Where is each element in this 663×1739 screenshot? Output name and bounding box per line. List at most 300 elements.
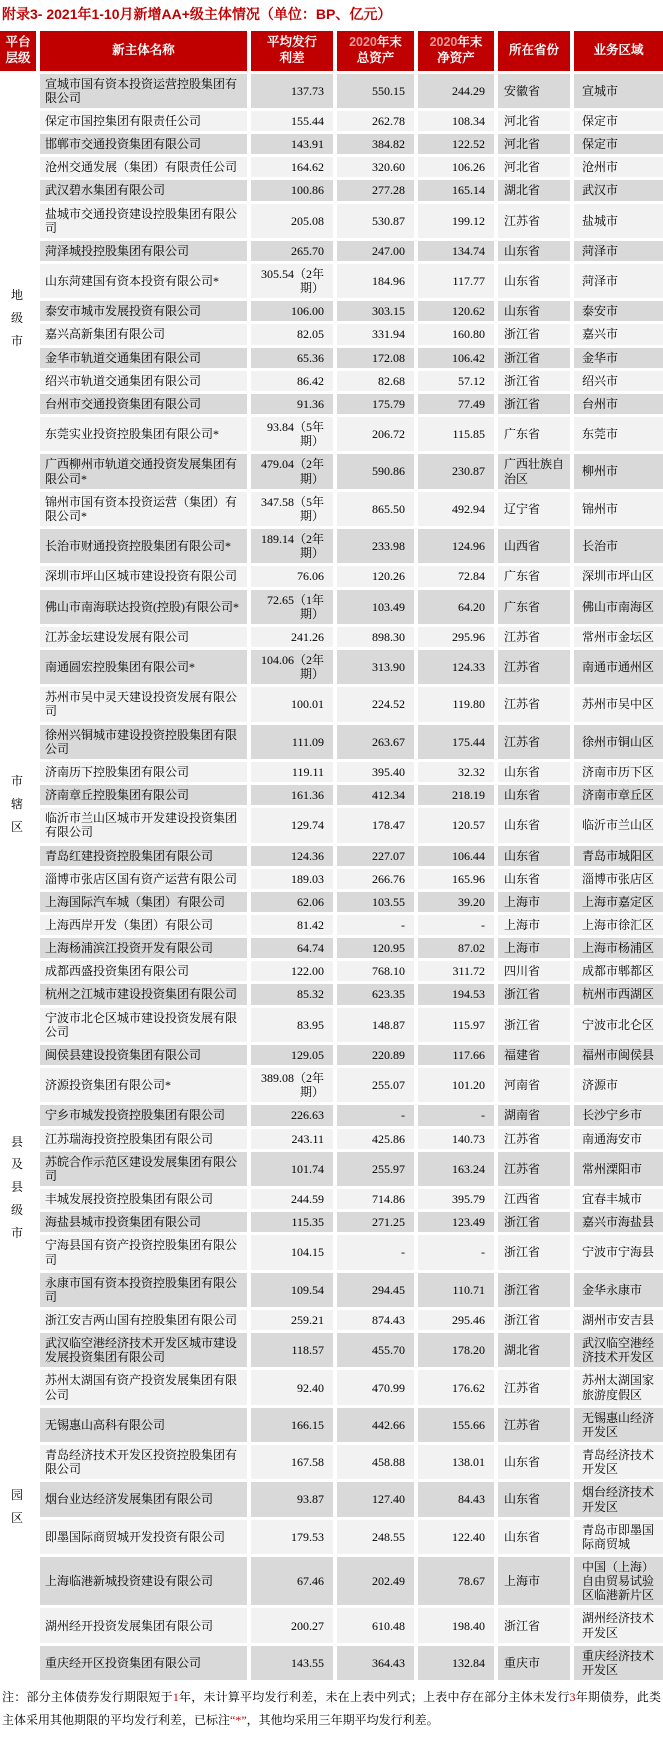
cell-total: 266.76 bbox=[337, 869, 414, 889]
column-header-platform: 平台 层级 bbox=[0, 31, 36, 71]
cell-net: 122.40 bbox=[418, 1520, 494, 1554]
cell-net: 165.14 bbox=[418, 180, 494, 200]
table-row bbox=[0, 529, 663, 563]
cell-name: 无锡惠山高科有限公司 bbox=[40, 1408, 247, 1442]
cell-province: 山东省 bbox=[498, 264, 570, 298]
table-row bbox=[0, 1333, 663, 1367]
cell-spread: 119.11 bbox=[251, 762, 333, 782]
cell-net: 132.84 bbox=[418, 1646, 494, 1680]
table-row bbox=[0, 204, 663, 238]
cell-name: 邯郸市交通投资集团有限公司 bbox=[40, 134, 247, 154]
cell-province: 江苏省 bbox=[498, 725, 570, 759]
cell-region: 上海市杨浦区 bbox=[574, 938, 663, 958]
table-row bbox=[0, 492, 663, 526]
cell-net: 108.34 bbox=[418, 111, 494, 131]
cell-total: 224.52 bbox=[337, 687, 414, 721]
table-row bbox=[0, 1129, 663, 1149]
cell-net: 138.01 bbox=[418, 1445, 494, 1479]
table-title: 附录3- 2021年1-10月新增AA+级主体情况（单位：BP、亿元） bbox=[2, 6, 392, 22]
cell-province: 江苏省 bbox=[498, 1152, 570, 1186]
cell-spread: 109.54 bbox=[251, 1273, 333, 1307]
footnote-text: 注：部分主体债券发行期限短于 bbox=[2, 1690, 173, 1705]
cell-province: 浙江省 bbox=[498, 1008, 570, 1042]
cell-total: 412.34 bbox=[337, 785, 414, 805]
cell-total: - bbox=[337, 915, 414, 935]
table-row bbox=[0, 111, 663, 131]
table-row bbox=[0, 566, 663, 586]
cell-total: 103.55 bbox=[337, 892, 414, 912]
cell-spread: 243.11 bbox=[251, 1129, 333, 1149]
cell-spread: 83.95 bbox=[251, 1008, 333, 1042]
cell-province: 山东省 bbox=[498, 301, 570, 321]
cell-spread: 259.21 bbox=[251, 1310, 333, 1330]
cell-region: 绍兴市 bbox=[574, 371, 663, 391]
cell-total: 470.99 bbox=[337, 1370, 414, 1404]
cell-region: 重庆经济技术开发区 bbox=[574, 1646, 663, 1680]
cell-spread: 65.36 bbox=[251, 348, 333, 368]
cell-net: 77.49 bbox=[418, 394, 494, 414]
cell-net: 106.26 bbox=[418, 157, 494, 177]
cell-name: 淄博市张店区国有资产运营有限公司 bbox=[40, 869, 247, 889]
cell-net: 72.84 bbox=[418, 566, 494, 586]
cell-net: 140.73 bbox=[418, 1129, 494, 1149]
cell-total: 623.35 bbox=[337, 984, 414, 1004]
cell-spread: 86.42 bbox=[251, 371, 333, 391]
cell-total: 271.25 bbox=[337, 1212, 414, 1232]
cell-total: 220.89 bbox=[337, 1045, 414, 1065]
table-row bbox=[0, 627, 663, 647]
cell-spread: 179.53 bbox=[251, 1520, 333, 1554]
cell-province: 山东省 bbox=[498, 808, 570, 842]
table-row bbox=[0, 1045, 663, 1065]
cell-net: 106.42 bbox=[418, 348, 494, 368]
table-row bbox=[0, 1557, 663, 1605]
cell-spread: 104.06（2年期） bbox=[251, 650, 333, 684]
cell-province: 浙江省 bbox=[498, 1212, 570, 1232]
footnote bbox=[0, 1683, 663, 1739]
cell-spread: 143.91 bbox=[251, 134, 333, 154]
cell-net: 155.66 bbox=[418, 1408, 494, 1442]
cell-net: 117.77 bbox=[418, 264, 494, 298]
cell-province: 福建省 bbox=[498, 1045, 570, 1065]
cell-net: - bbox=[418, 1105, 494, 1125]
cell-region: 湖州市安吉县 bbox=[574, 1310, 663, 1330]
cell-region: 长沙宁乡市 bbox=[574, 1105, 663, 1125]
cell-total: 303.15 bbox=[337, 301, 414, 321]
cell-name: 菏泽城投控股集团有限公司 bbox=[40, 241, 247, 261]
cell-province: 浙江省 bbox=[498, 371, 570, 391]
cell-name: 苏州市吴中灵天建设投资发展有限公司 bbox=[40, 687, 247, 721]
cell-net: 78.67 bbox=[418, 1557, 494, 1605]
cell-net: 32.32 bbox=[418, 762, 494, 782]
cell-spread: 100.01 bbox=[251, 687, 333, 721]
table-row bbox=[0, 1235, 663, 1269]
cell-name: 湖州经开投资发展集团有限公司 bbox=[40, 1608, 247, 1642]
cell-total: 277.28 bbox=[337, 180, 414, 200]
cell-province: 江苏省 bbox=[498, 204, 570, 238]
cell-net: 230.87 bbox=[418, 454, 494, 488]
cell-region: 徐州市铜山区 bbox=[574, 725, 663, 759]
cell-total: 874.43 bbox=[337, 1310, 414, 1330]
cell-spread: 265.70 bbox=[251, 241, 333, 261]
cell-name: 永康市国有资本投资控股集团有限公司 bbox=[40, 1273, 247, 1307]
cell-spread: 241.26 bbox=[251, 627, 333, 647]
cell-province: 江苏省 bbox=[498, 687, 570, 721]
cell-province: 浙江省 bbox=[498, 984, 570, 1004]
cell-name: 上海国际汽车城（集团）有限公司 bbox=[40, 892, 247, 912]
cell-province: 河南省 bbox=[498, 1068, 570, 1102]
cell-spread: 81.42 bbox=[251, 915, 333, 935]
table-row bbox=[0, 454, 663, 488]
cell-net: 199.12 bbox=[418, 204, 494, 238]
platform-level-cell: 地级市 bbox=[0, 74, 36, 564]
table-row bbox=[0, 1105, 663, 1125]
cell-net: 194.53 bbox=[418, 984, 494, 1004]
cell-spread: 143.55 bbox=[251, 1646, 333, 1680]
cell-net: 492.94 bbox=[418, 492, 494, 526]
aa-plus-new-entities-table bbox=[0, 28, 663, 1684]
cell-region: 济源市 bbox=[574, 1068, 663, 1102]
table-row bbox=[0, 915, 663, 935]
cell-spread: 115.35 bbox=[251, 1212, 333, 1232]
cell-spread: 347.58（5年期） bbox=[251, 492, 333, 526]
table-row bbox=[0, 1408, 663, 1442]
cell-net: 295.46 bbox=[418, 1310, 494, 1330]
column-header-region: 业务区域 bbox=[574, 31, 663, 71]
cell-region: 宣城市 bbox=[574, 74, 663, 108]
cell-name: 宁海县国有资产投资控股集团有限公司 bbox=[40, 1235, 247, 1269]
cell-name: 宁波市北仑区城市建设投资发展有限公司 bbox=[40, 1008, 247, 1042]
cell-spread: 64.74 bbox=[251, 938, 333, 958]
column-header-province: 所在省份 bbox=[498, 31, 570, 71]
cell-region: 青岛经济技术开发区 bbox=[574, 1445, 663, 1479]
table-row bbox=[0, 301, 663, 321]
cell-total: 255.97 bbox=[337, 1152, 414, 1186]
cell-region: 福州市闽侯县 bbox=[574, 1045, 663, 1065]
table-header bbox=[0, 31, 663, 71]
platform-level-cell: 市辖区 bbox=[0, 566, 36, 1042]
cell-net: 64.20 bbox=[418, 590, 494, 624]
cell-province: 山东省 bbox=[498, 1482, 570, 1516]
cell-province: 浙江省 bbox=[498, 1273, 570, 1307]
cell-net: 122.52 bbox=[418, 134, 494, 154]
cell-name: 锦州市国有资本投资运营（集团）有限公司* bbox=[40, 492, 247, 526]
cell-name: 烟台业达经济发展集团有限公司 bbox=[40, 1482, 247, 1516]
cell-total: 103.49 bbox=[337, 590, 414, 624]
cell-name: 丰城发展投资控股集团有限公司 bbox=[40, 1189, 247, 1209]
footnote-text: 年期债券，此类主体采用其他期限的平均发行利差，已标注 bbox=[2, 1690, 661, 1728]
cell-region: 青岛市即墨国际商贸城 bbox=[574, 1520, 663, 1554]
cell-total: 120.95 bbox=[337, 938, 414, 958]
cell-name: 济南章丘控股集团有限公司 bbox=[40, 785, 247, 805]
platform-level-cell: 县及县级市 bbox=[0, 1045, 36, 1330]
cell-province: 山东省 bbox=[498, 1445, 570, 1479]
cell-spread: 92.40 bbox=[251, 1370, 333, 1404]
cell-region: 嘉兴市海盐县 bbox=[574, 1212, 663, 1232]
cell-province: 山东省 bbox=[498, 785, 570, 805]
cell-name: 徐州兴铜城市建设投资控股集团有限公司 bbox=[40, 725, 247, 759]
cell-region: 成都市郫都区 bbox=[574, 961, 663, 981]
cell-name: 济源投资集团有限公司* bbox=[40, 1068, 247, 1102]
table-body bbox=[0, 74, 663, 1681]
cell-total: 233.98 bbox=[337, 529, 414, 563]
table-row bbox=[0, 1310, 663, 1330]
cell-region: 武汉临空港经济技术开发区 bbox=[574, 1333, 663, 1367]
cell-total: 148.87 bbox=[337, 1008, 414, 1042]
cell-name: 临沂市兰山区城市开发建设投资集团有限公司 bbox=[40, 808, 247, 842]
cell-total: 458.88 bbox=[337, 1445, 414, 1479]
cell-name: 青岛经济技术开发区投资控股集团有限公司 bbox=[40, 1445, 247, 1479]
cell-spread: 91.36 bbox=[251, 394, 333, 414]
cell-spread: 118.57 bbox=[251, 1333, 333, 1367]
cell-region: 保定市 bbox=[574, 111, 663, 131]
footnote-highlight: “*” bbox=[230, 1713, 247, 1728]
cell-name: 广西柳州市轨道交通投资发展集团有限公司* bbox=[40, 454, 247, 488]
cell-spread: 244.59 bbox=[251, 1189, 333, 1209]
table-row bbox=[0, 157, 663, 177]
table-row bbox=[0, 1608, 663, 1642]
cell-total: - bbox=[337, 1105, 414, 1125]
cell-name: 重庆经开区投资集团有限公司 bbox=[40, 1646, 247, 1680]
cell-name: 浙江安吉两山国有控股集团有限公司 bbox=[40, 1310, 247, 1330]
cell-net: 123.49 bbox=[418, 1212, 494, 1232]
cell-region: 宜春丰城市 bbox=[574, 1189, 663, 1209]
cell-province: 江西省 bbox=[498, 1189, 570, 1209]
cell-region: 青岛市城阳区 bbox=[574, 846, 663, 866]
cell-province: 山东省 bbox=[498, 846, 570, 866]
cell-region: 中国（上海）自由贸易试验区临港新片区 bbox=[574, 1557, 663, 1605]
table-row bbox=[0, 394, 663, 414]
cell-region: 湖州经济技术开发区 bbox=[574, 1608, 663, 1642]
cell-province: 河北省 bbox=[498, 134, 570, 154]
table-row bbox=[0, 938, 663, 958]
cell-net: - bbox=[418, 1235, 494, 1269]
cell-net: 57.12 bbox=[418, 371, 494, 391]
cell-net: - bbox=[418, 915, 494, 935]
cell-total: 120.26 bbox=[337, 566, 414, 586]
cell-spread: 100.86 bbox=[251, 180, 333, 200]
cell-name: 苏皖合作示范区建设发展集团有限公司 bbox=[40, 1152, 247, 1186]
cell-total: 206.72 bbox=[337, 417, 414, 451]
cell-spread: 101.74 bbox=[251, 1152, 333, 1186]
cell-net: 106.44 bbox=[418, 846, 494, 866]
cell-total: 590.86 bbox=[337, 454, 414, 488]
cell-province: 江苏省 bbox=[498, 650, 570, 684]
cell-name: 绍兴市轨道交通集团有限公司 bbox=[40, 371, 247, 391]
cell-province: 山东省 bbox=[498, 1520, 570, 1554]
cell-net: 115.97 bbox=[418, 1008, 494, 1042]
cell-name: 南通圆宏控股集团有限公司* bbox=[40, 650, 247, 684]
cell-name: 上海临港新城投资建设有限公司 bbox=[40, 1557, 247, 1605]
cell-name: 深圳市坪山区城市建设投资有限公司 bbox=[40, 566, 247, 586]
cell-province: 江苏省 bbox=[498, 1129, 570, 1149]
cell-spread: 104.15 bbox=[251, 1235, 333, 1269]
cell-name: 济南历下控股集团有限公司 bbox=[40, 762, 247, 782]
cell-name: 沧州交通发展（集团）有限责任公司 bbox=[40, 157, 247, 177]
cell-total: 172.08 bbox=[337, 348, 414, 368]
cell-region: 锦州市 bbox=[574, 492, 663, 526]
cell-region: 济南市章丘区 bbox=[574, 785, 663, 805]
cell-province: 广西壮族自治区 bbox=[498, 454, 570, 488]
table-row bbox=[0, 1445, 663, 1479]
header-row bbox=[0, 31, 663, 71]
cell-total: 202.49 bbox=[337, 1557, 414, 1605]
cell-region: 嘉兴市 bbox=[574, 324, 663, 344]
cell-province: 山西省 bbox=[498, 529, 570, 563]
cell-region: 东莞市 bbox=[574, 417, 663, 451]
table-row bbox=[0, 984, 663, 1004]
table-row bbox=[0, 324, 663, 344]
footnote-highlight: 1 bbox=[172, 1690, 179, 1705]
cell-total: 714.86 bbox=[337, 1189, 414, 1209]
cell-spread: 62.06 bbox=[251, 892, 333, 912]
cell-name: 宣城市国有资本投资运营控股集团有限公司 bbox=[40, 74, 247, 108]
cell-region: 台州市 bbox=[574, 394, 663, 414]
cell-province: 上海市 bbox=[498, 938, 570, 958]
cell-spread: 122.00 bbox=[251, 961, 333, 981]
table-row bbox=[0, 1212, 663, 1232]
cell-region: 南通海安市 bbox=[574, 1129, 663, 1149]
table-row bbox=[0, 371, 663, 391]
cell-spread: 67.46 bbox=[251, 1557, 333, 1605]
cell-region: 苏州太湖国家旅游度假区 bbox=[574, 1370, 663, 1404]
cell-region: 常州市金坛区 bbox=[574, 627, 663, 647]
cell-spread: 164.62 bbox=[251, 157, 333, 177]
cell-net: 39.20 bbox=[418, 892, 494, 912]
cell-net: 175.44 bbox=[418, 725, 494, 759]
cell-total: 262.78 bbox=[337, 111, 414, 131]
cell-region: 上海市嘉定区 bbox=[574, 892, 663, 912]
cell-total: 263.67 bbox=[337, 725, 414, 759]
cell-net: 120.62 bbox=[418, 301, 494, 321]
cell-province: 湖北省 bbox=[498, 180, 570, 200]
cell-region: 深圳市坪山区 bbox=[574, 566, 663, 586]
table-row bbox=[0, 264, 663, 298]
cell-name: 江苏金坛建设发展有限公司 bbox=[40, 627, 247, 647]
cell-province: 湖北省 bbox=[498, 1333, 570, 1367]
cell-net: 134.74 bbox=[418, 241, 494, 261]
table-row bbox=[0, 348, 663, 368]
cell-total: 320.60 bbox=[337, 157, 414, 177]
cell-spread: 124.36 bbox=[251, 846, 333, 866]
cell-name: 武汉碧水集团有限公司 bbox=[40, 180, 247, 200]
cell-net: 165.96 bbox=[418, 869, 494, 889]
cell-region: 烟台经济技术开发区 bbox=[574, 1482, 663, 1516]
cell-net: 218.19 bbox=[418, 785, 494, 805]
cell-name: 东莞实业投资控股集团有限公司* bbox=[40, 417, 247, 451]
cell-name: 成都西盛投资集团有限公司 bbox=[40, 961, 247, 981]
cell-province: 安徽省 bbox=[498, 74, 570, 108]
cell-region: 济南市历下区 bbox=[574, 762, 663, 782]
table-row bbox=[0, 785, 663, 805]
cell-province: 江苏省 bbox=[498, 1408, 570, 1442]
cell-name: 台州市交通投资集团有限公司 bbox=[40, 394, 247, 414]
cell-name: 杭州之江城市建设投资集团有限公司 bbox=[40, 984, 247, 1004]
cell-total: 184.96 bbox=[337, 264, 414, 298]
table-row bbox=[0, 808, 663, 842]
cell-name: 江苏瑞海投资控股集团有限公司 bbox=[40, 1129, 247, 1149]
cell-spread: 129.74 bbox=[251, 808, 333, 842]
cell-total: 247.00 bbox=[337, 241, 414, 261]
table-row bbox=[0, 687, 663, 721]
cell-name: 青岛红建投资控股集团有限公司 bbox=[40, 846, 247, 866]
cell-total: 550.15 bbox=[337, 74, 414, 108]
cell-province: 浙江省 bbox=[498, 348, 570, 368]
cell-net: 124.96 bbox=[418, 529, 494, 563]
cell-name: 闽侯县建设投资集团有限公司 bbox=[40, 1045, 247, 1065]
cell-region: 上海市徐汇区 bbox=[574, 915, 663, 935]
cell-region: 菏泽市 bbox=[574, 264, 663, 298]
cell-region: 无锡惠山经济开发区 bbox=[574, 1408, 663, 1442]
cell-name: 泰安市城市发展投资有限公司 bbox=[40, 301, 247, 321]
cell-name: 苏州太湖国有资产投资发展集团有限公司 bbox=[40, 1370, 247, 1404]
cell-province: 湖南省 bbox=[498, 1105, 570, 1125]
cell-province: 广东省 bbox=[498, 590, 570, 624]
cell-spread: 226.63 bbox=[251, 1105, 333, 1125]
cell-name: 即墨国际商贸城开发投资有限公司 bbox=[40, 1520, 247, 1554]
table-row bbox=[0, 180, 663, 200]
cell-name: 上海西岸开发（集团）有限公司 bbox=[40, 915, 247, 935]
cell-spread: 166.15 bbox=[251, 1408, 333, 1442]
cell-province: 浙江省 bbox=[498, 324, 570, 344]
cell-total: 294.45 bbox=[337, 1273, 414, 1307]
cell-spread: 76.06 bbox=[251, 566, 333, 586]
cell-name: 长治市财通投资控股集团有限公司* bbox=[40, 529, 247, 563]
cell-net: 176.62 bbox=[418, 1370, 494, 1404]
cell-net: 124.33 bbox=[418, 650, 494, 684]
cell-province: 浙江省 bbox=[498, 1235, 570, 1269]
cell-province: 山东省 bbox=[498, 762, 570, 782]
cell-region: 杭州市西湖区 bbox=[574, 984, 663, 1004]
cell-total: 175.79 bbox=[337, 394, 414, 414]
table-row bbox=[0, 590, 663, 624]
cell-region: 苏州市吴中区 bbox=[574, 687, 663, 721]
cell-total: 255.07 bbox=[337, 1068, 414, 1102]
cell-spread: 189.03 bbox=[251, 869, 333, 889]
cell-total: 898.30 bbox=[337, 627, 414, 647]
cell-region: 淄博市张店区 bbox=[574, 869, 663, 889]
cell-name: 宁乡市城发投资控股集团有限公司 bbox=[40, 1105, 247, 1125]
cell-name: 武汉临空港经济技术开发区城市建设发展投资集团有限公司 bbox=[40, 1333, 247, 1367]
table-row bbox=[0, 869, 663, 889]
table-row bbox=[0, 1482, 663, 1516]
cell-province: 上海市 bbox=[498, 892, 570, 912]
cell-province: 河北省 bbox=[498, 111, 570, 131]
cell-net: 163.24 bbox=[418, 1152, 494, 1186]
column-header-net: 2020年末 净资产 bbox=[418, 31, 494, 71]
cell-province: 浙江省 bbox=[498, 394, 570, 414]
cell-total: 82.68 bbox=[337, 371, 414, 391]
cell-spread: 93.87 bbox=[251, 1482, 333, 1516]
cell-spread: 93.84（5年期） bbox=[251, 417, 333, 451]
cell-total: 331.94 bbox=[337, 324, 414, 344]
cell-region: 金华市 bbox=[574, 348, 663, 368]
table-row bbox=[0, 892, 663, 912]
column-header-total: 2020年末 总资产 bbox=[337, 31, 414, 71]
table-row bbox=[0, 650, 663, 684]
cell-net: 119.80 bbox=[418, 687, 494, 721]
footnote-text: 年，未计算平均发行利差，未在上表中列式；上表中存在部分主体未发行 bbox=[178, 1690, 570, 1705]
platform-level-cell: 园区 bbox=[0, 1333, 36, 1680]
cell-province: 四川省 bbox=[498, 961, 570, 981]
table-row bbox=[0, 1189, 663, 1209]
cell-name: 佛山市南海联达投资(控股)有限公司* bbox=[40, 590, 247, 624]
cell-region: 武汉市 bbox=[574, 180, 663, 200]
cell-region: 盐城市 bbox=[574, 204, 663, 238]
cell-name: 海盐县城市投资集团有限公司 bbox=[40, 1212, 247, 1232]
cell-net: 311.72 bbox=[418, 961, 494, 981]
cell-region: 宁波市宁海县 bbox=[574, 1235, 663, 1269]
